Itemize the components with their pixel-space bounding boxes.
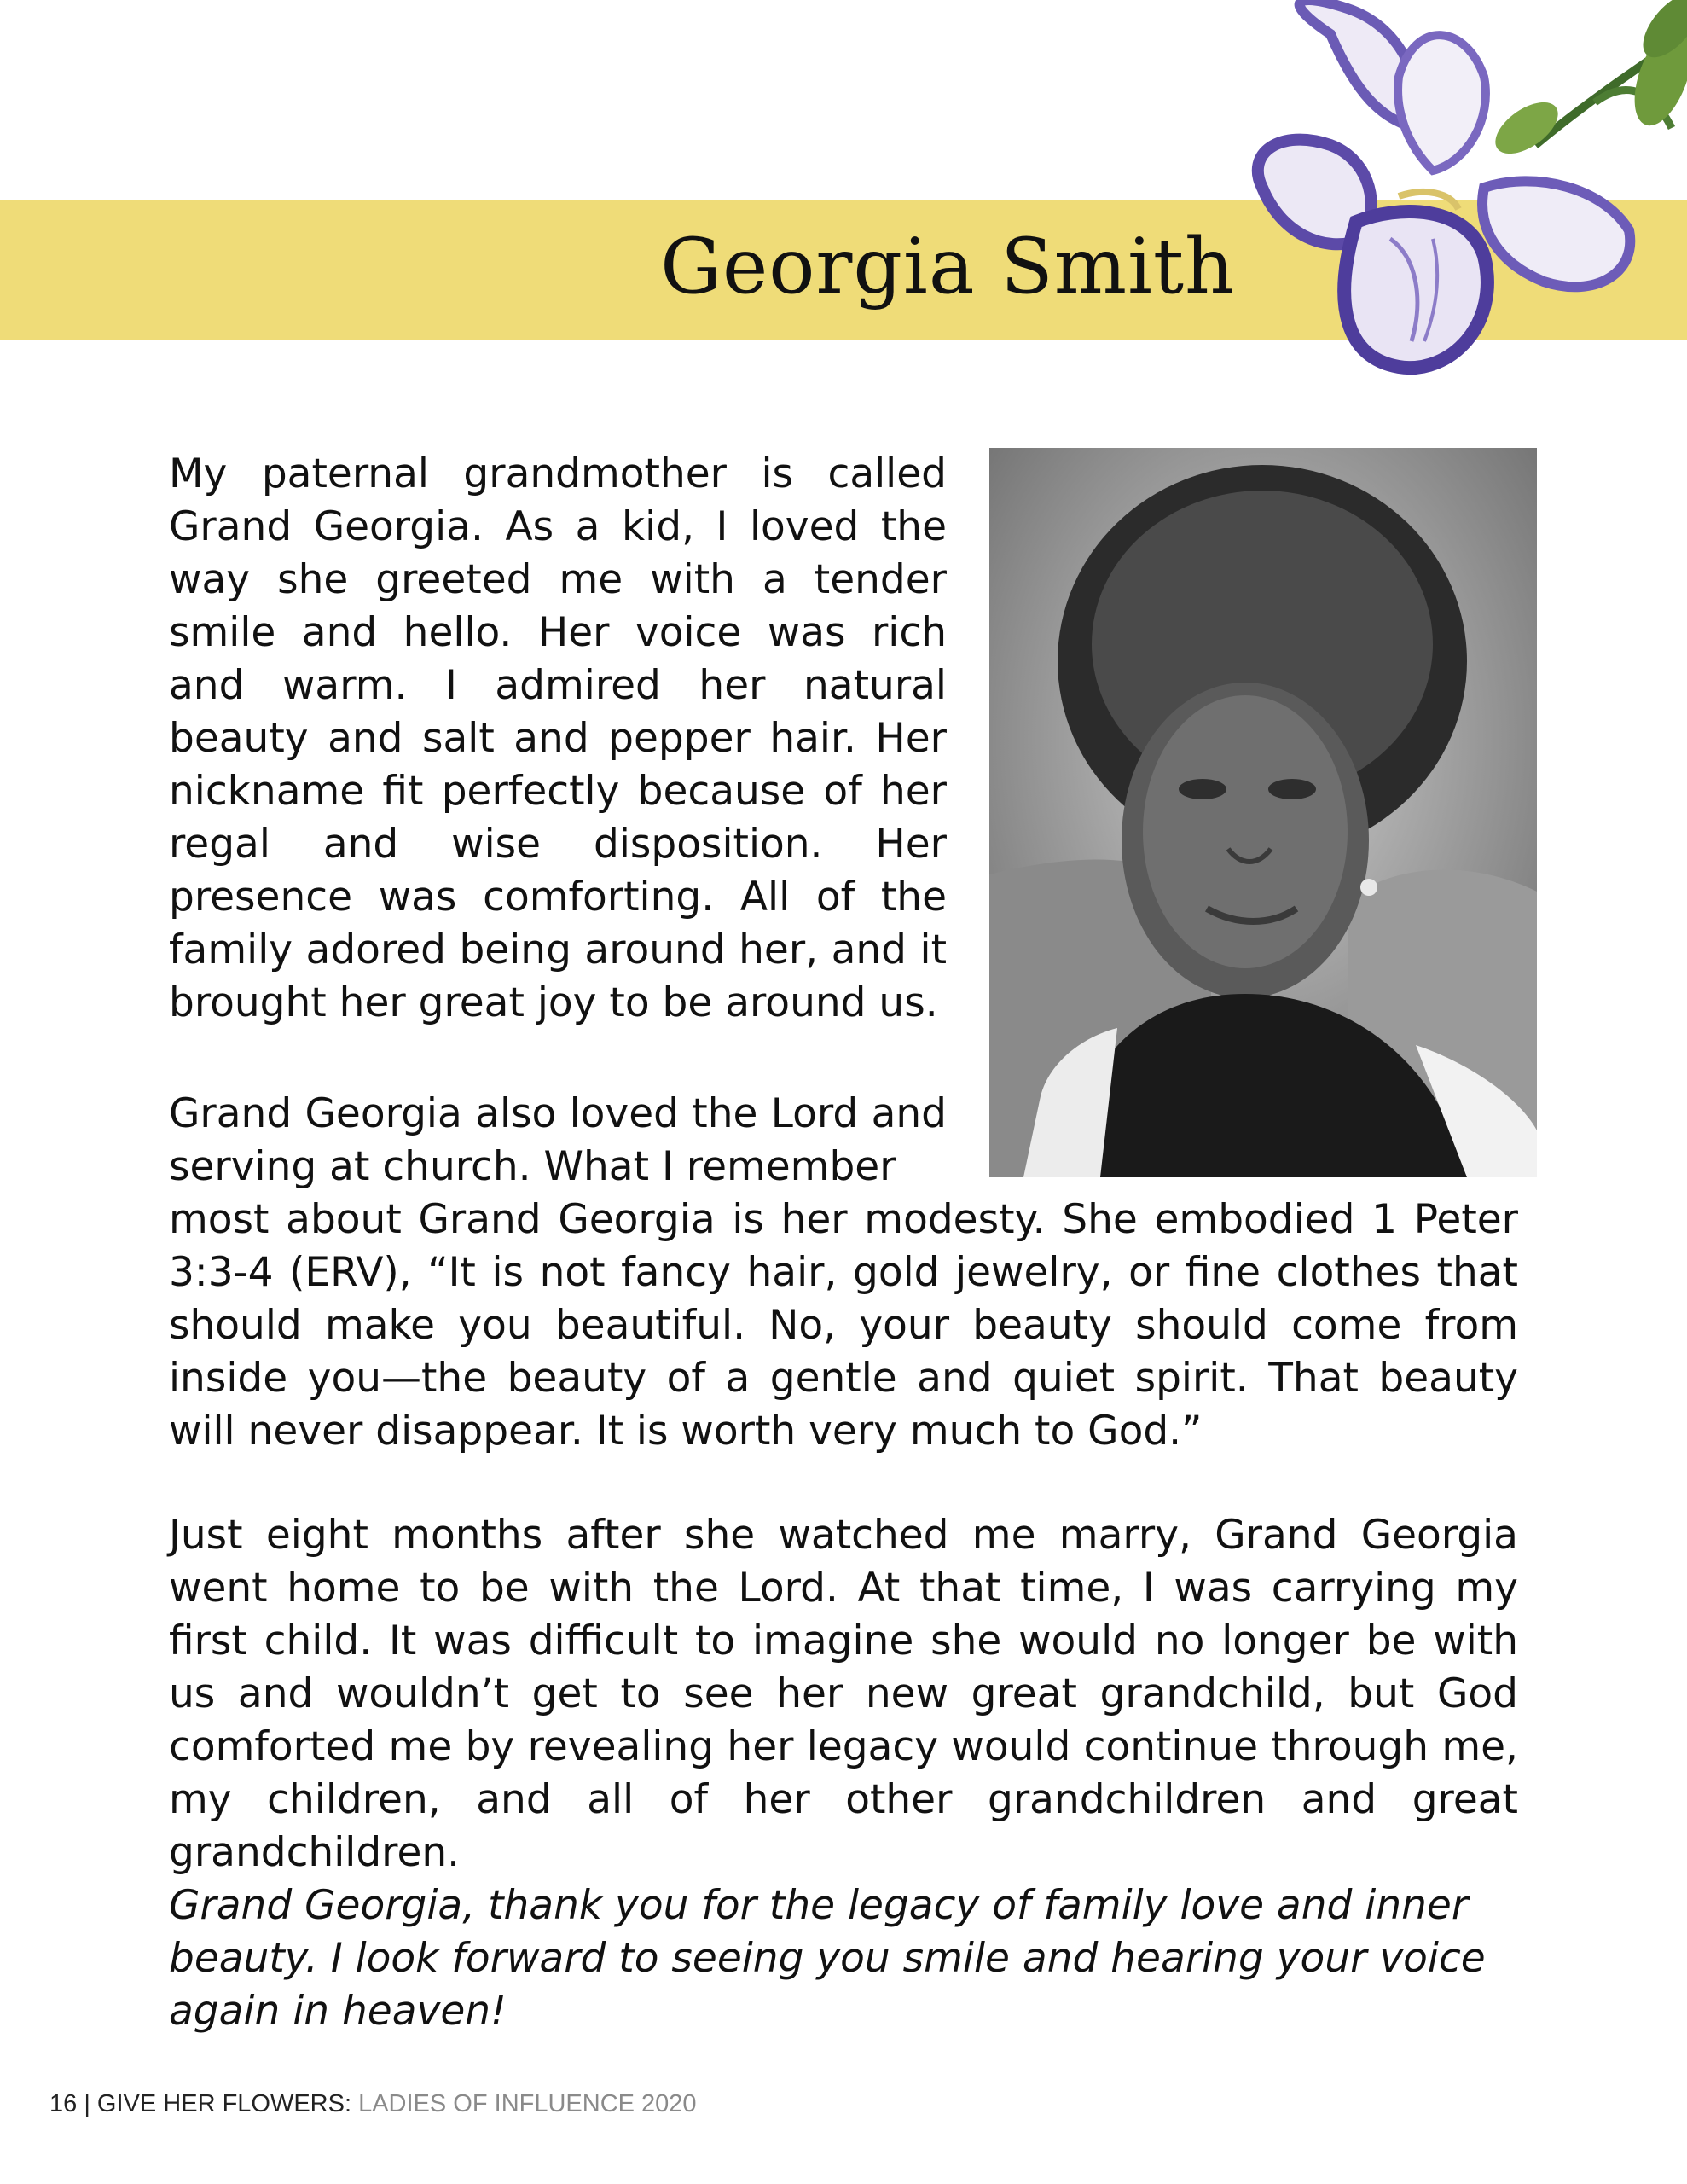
paragraph-2-continued: most about Grand Georgia is her modesty. She embodied 1 Peter 3:3-4 (ERV), “It is not fancy hair, gold jewelry, or fine clothes that should make you beautiful. No, your beauty should come from inside you—the beauty of a gentle and quiet spirit. That beauty will never disappear. It is worth very much to God.” <box>169 1196 1518 1455</box>
book-subtitle: LADIES OF INFLUENCE 2020 <box>351 2090 697 2117</box>
iris-flower-illustration <box>1228 0 1687 384</box>
book-title: GIVE HER FLOWERS: <box>96 2090 352 2117</box>
paragraph-1: My paternal grandmother is called Grand Georgia. As a kid, I loved the way she greeted me with a tender smile and hello. Her voice was rich and warm. I admired her natural beauty and salt and pepper hair. Her nickname fit perfectly because of her regal and wise disposition. Her presence was comforting. All of the family adored being around her, and it brought her great joy to be around us. <box>169 450 947 1026</box>
portrait-photo <box>989 448 1537 1177</box>
page-title: Georgia Smith <box>660 222 1235 311</box>
page-footer <box>49 2087 697 2121</box>
paragraph-2-start: Grand Georgia also loved the Lord and serving at church. What I remember <box>169 1090 947 1190</box>
page-number: 16 <box>49 2090 78 2117</box>
closing-dedication: Grand Georgia, thank you for the legacy of family love and inner beauty. I look forward to seeing you smile and hearing your voice again in heaven! <box>169 1882 1486 2035</box>
footer-separator: | <box>77 2090 97 2117</box>
paragraph-3: Just eight months after she watched me marry, Grand Georgia went home to be with the Lord. At that time, I was carrying my first child. It was difficult to imagine she would no longer be with us and wouldn’t get to see her new great grandchild, but God comforted me by revealing her legacy would continue through me, my children, and all of her other grandchildren and great grandchildren. <box>169 1512 1518 1876</box>
